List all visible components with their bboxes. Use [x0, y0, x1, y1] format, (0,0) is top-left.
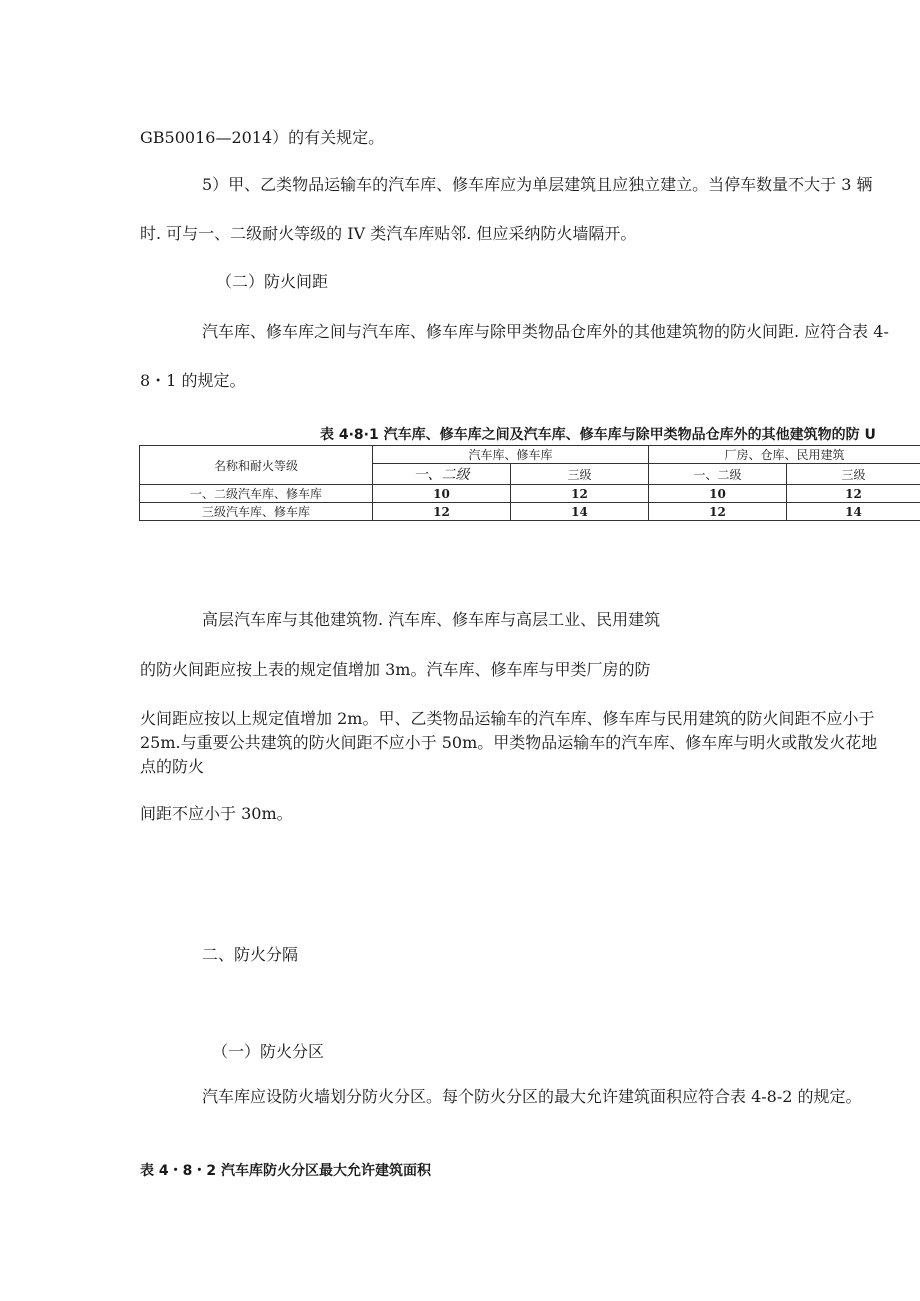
table-cell: 12 [373, 503, 511, 521]
paragraph-spacing-end: 间距不应小于 30m。 [140, 804, 293, 823]
paragraph-highrise-cont: 的防火间距应按上表的规定值增加 3m。汽车库、修车库与甲类厂房的防 [140, 660, 651, 679]
table-cell: 10 [649, 485, 787, 503]
paragraph-gb-reference: GB50016—2014）的有关规定。 [140, 128, 385, 147]
table-cell: 14 [511, 503, 649, 521]
subheader-cell: 一、二级 [373, 464, 511, 485]
row-label: 三级汽车库、修车库 [140, 503, 373, 521]
paragraph-spacing-line1: 火间距应按以上规定值增加 2m。甲、乙类物品运输车的汽车库、修车库与民用建筑的防火间距不应小于 [140, 709, 875, 728]
paragraph-highrise: 高层汽车库与其他建筑物. 汽车库、修车库与高层工业、民用建筑 [202, 610, 661, 629]
table-cell: 12 [649, 503, 787, 521]
fire-spacing-table [139, 445, 920, 521]
paragraph-spacing-intro-cont: 8・1 的规定。 [140, 371, 246, 390]
subheader-cell: 三级 [787, 464, 920, 485]
heading-fire-separation: 二、防火分隔 [202, 945, 299, 964]
paragraph-spacing-line3: 点的防火 [140, 757, 205, 776]
table1-caption: 表 4·8·1 汽车库、修车库之间及汽车库、修车库与除甲类物品仓库外的其他建筑物的防 U [320, 427, 876, 443]
row-label: 一、二级汽车库、修车库 [140, 485, 373, 503]
paragraph-spacing-intro: 汽车库、修车库之间与汽车库、修车库与除甲类物品仓库外的其他建筑物的防火间距. 应符合表 4- [202, 322, 889, 341]
paragraph-fire-zone: 汽车库应设防火墙划分防火分区。每个防火分区的最大允许建筑面积应符合表 4-8-2 的规定。 [202, 1087, 862, 1106]
paragraph-item-5-cont: 时. 可与一、二级耐火等级的 IV 类汽车库贴邻. 但应采纳防火墙隔开。 [140, 224, 637, 243]
table-row [140, 503, 920, 521]
paragraph-spacing-line2: 25m.与重要公共建筑的防火间距不应小于 50m。甲类物品运输车的汽车库、修车库与明火或散发火花地 [140, 733, 878, 752]
table-cell: 10 [373, 485, 511, 503]
table-cell: 12 [787, 485, 920, 503]
subheader-cell: 一、二级 [649, 464, 787, 485]
paragraph-item-5: 5）甲、乙类物品运输车的汽车库、修车库应为单层建筑且应独立建立。当停车数量不大于 3 辆 [202, 175, 873, 194]
heading-fire-spacing: （二）防火间距 [216, 272, 329, 291]
heading-fire-zone: （一）防火分区 [212, 1042, 325, 1061]
table-row [140, 485, 920, 503]
table2-caption: 表 4・8・2 汽车库防火分区最大允许建筑面积 [140, 1163, 431, 1179]
table-cell: 12 [511, 485, 649, 503]
header-name-grade: 名称和耐火等级 [140, 446, 373, 485]
subheader-cell: 三级 [511, 464, 649, 485]
header-building-group: 厂房、仓库、民用建筑 [649, 446, 920, 464]
table-cell: 14 [787, 503, 920, 521]
header-garage-group: 汽车库、修车库 [373, 446, 649, 464]
